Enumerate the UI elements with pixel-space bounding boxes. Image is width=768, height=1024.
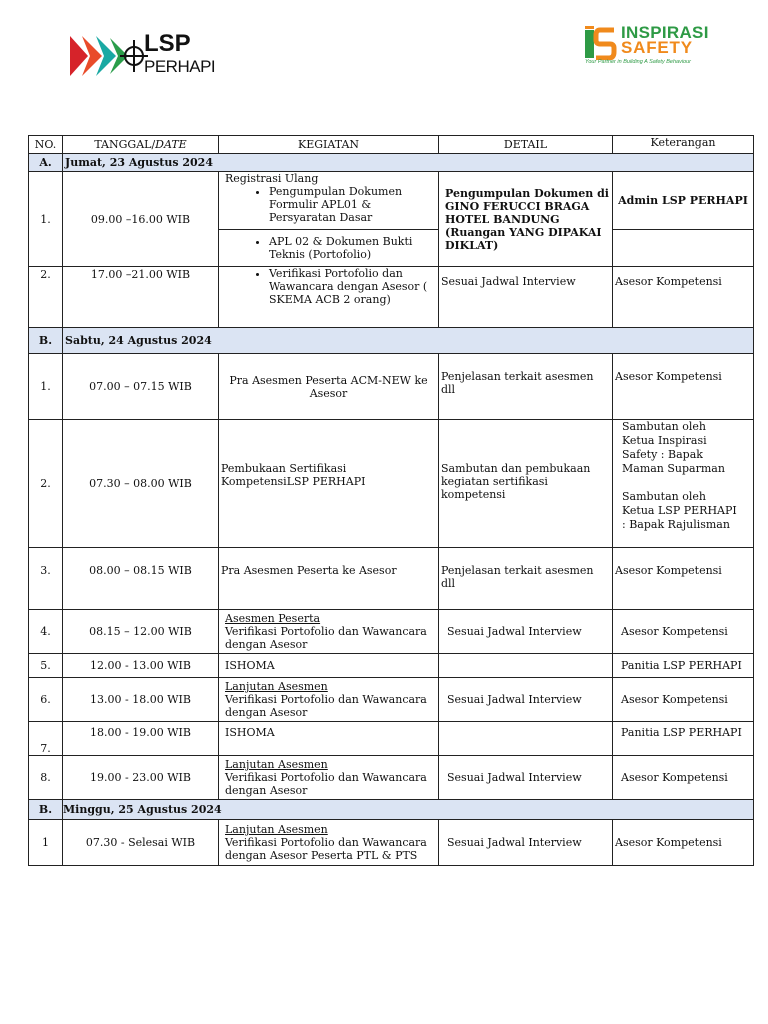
row-no: 1 <box>29 820 63 866</box>
kegiatan-title: Lanjutan Asesmen <box>225 680 328 693</box>
table-row <box>29 267 754 328</box>
table-row <box>29 172 754 230</box>
kegiatan-text: Verifikasi Portofolio dan Wawancara dengan Asesor <box>225 771 427 797</box>
row-no: 1. <box>29 354 63 420</box>
row-detail: Sesuai Jadwal Interview <box>439 610 613 654</box>
kegiatan-text: Verifikasi Portofolio dan Wawancara dengan Asesor Peserta PTL & PTS <box>225 836 427 862</box>
row-detail: Sambutan dan pembukaan kegiatan sertifikasi kompetensi <box>439 420 613 548</box>
section-label: B. <box>29 800 63 820</box>
row-kegiatan <box>219 820 439 866</box>
header-date-text: DATE <box>155 138 187 151</box>
row-kegiatan: Pra Asesmen Peserta ACM-NEW ke Asesor <box>219 354 439 420</box>
bullet-item: • Verifikasi Portofolio dan Wawancara dengan Asesor ( SKEMA ACB 2 orang) <box>269 267 436 306</box>
row-time: 17.00 –21.00 WIB <box>63 267 219 328</box>
inspirasi-logo-line2: SAFETY <box>621 38 693 57</box>
row-detail <box>439 654 613 678</box>
section-row-a <box>29 154 754 172</box>
row-kegiatan <box>219 610 439 654</box>
table-row <box>29 678 754 722</box>
row-detail: Penjelasan terkait asesmen dll <box>439 354 613 420</box>
row-no: 2. <box>29 420 63 548</box>
row-time: 18.00 - 19.00 WIB <box>63 722 219 756</box>
kegiatan-bullets <box>225 235 436 261</box>
header-kegiatan: KEGIATAN <box>219 136 439 154</box>
row-keterangan: Asesor Kompetensi <box>613 678 754 722</box>
kegiatan-title: Lanjutan Asesmen <box>225 823 328 836</box>
table-row <box>29 354 754 420</box>
row-keterangan-empty <box>613 230 754 267</box>
row-detail: Sesuai Jadwal Interview <box>439 756 613 800</box>
row-keterangan: Asesor Kompetensi <box>613 354 754 420</box>
row-time: 07.30 – 08.00 WIB <box>63 420 219 548</box>
row-no: 3. <box>29 548 63 610</box>
row-keterangan <box>613 420 754 548</box>
section-row-b <box>29 328 754 354</box>
keterangan-sambutan-2: Sambutan oleh Ketua LSP PERHAPI : Bapak Rajulisman <box>622 490 737 531</box>
row-no: 1. <box>29 172 63 267</box>
row-kegiatan <box>219 172 439 230</box>
table-row <box>29 756 754 800</box>
header-tanggal <box>63 136 219 154</box>
header-no: NO. <box>29 136 63 154</box>
row-time: 19.00 - 23.00 WIB <box>63 756 219 800</box>
row-keterangan: Asesor Kompetensi <box>613 820 754 866</box>
section-row-c <box>29 800 754 820</box>
kegiatan-bullets <box>225 185 436 224</box>
row-keterangan: Asesor Kompetensi <box>613 548 754 610</box>
row-keterangan: Admin LSP PERHAPI <box>613 172 754 230</box>
row-kegiatan: ISHOMA <box>219 722 439 756</box>
row-kegiatan: Pra Asesmen Peserta ke Asesor <box>219 548 439 610</box>
lsp-logo-line2: PERHAPI <box>144 57 216 76</box>
row-keterangan: Asesor Kompetensi <box>613 267 754 328</box>
table-row <box>29 548 754 610</box>
header-keterangan: Keterangan <box>613 136 754 154</box>
row-kegiatan <box>219 230 439 267</box>
row-time: 08.15 – 12.00 WIB <box>63 610 219 654</box>
row-time: 07.00 – 07.15 WIB <box>63 354 219 420</box>
row-keterangan: Asesor Kompetensi <box>613 756 754 800</box>
kegiatan-text: Verifikasi Portofolio dan Wawancara dengan Asesor <box>225 693 427 719</box>
inspirasi-logo-line1: INSPIRASI <box>621 23 709 42</box>
row-no: 6. <box>29 678 63 722</box>
table-row <box>29 820 754 866</box>
row-time: 13.00 - 18.00 WIB <box>63 678 219 722</box>
row-no: 7. <box>29 722 63 756</box>
inspirasi-badge-icon <box>584 26 620 60</box>
lsp-logo-line1: LSP <box>144 30 191 57</box>
inspirasi-safety-logo <box>584 24 734 70</box>
row-kegiatan <box>219 756 439 800</box>
row-keterangan: Panitia LSP PERHAPI <box>613 654 754 678</box>
row-no: 4. <box>29 610 63 654</box>
row-detail: Sesuai Jadwal Interview <box>439 267 613 328</box>
row-time: 12.00 - 13.00 WIB <box>63 654 219 678</box>
lsp-perhapi-logo <box>68 30 216 82</box>
kegiatan-title: Lanjutan Asesmen <box>225 758 328 771</box>
row-kegiatan <box>219 267 439 328</box>
row-keterangan: Asesor Kompetensi <box>613 610 754 654</box>
lsp-arrow-icon <box>68 30 148 82</box>
row-kegiatan: Pembukaan Sertifikasi KompetensiLSP PERHAPI <box>219 420 439 548</box>
row-kegiatan: ISHOMA <box>219 654 439 678</box>
keterangan-sambutan-1: Sambutan oleh Ketua Inspirasi Safety : Bapak Maman Suparman <box>622 420 725 475</box>
row-no: 2. <box>29 267 63 328</box>
row-detail: Sesuai Jadwal Interview <box>439 678 613 722</box>
row-time: 07.30 - Selesai WIB <box>63 820 219 866</box>
schedule-table <box>28 135 754 866</box>
row-no: 8. <box>29 756 63 800</box>
row-keterangan: Panitia LSP PERHAPI <box>613 722 754 756</box>
section-title: Minggu, 25 Agustus 2024 <box>63 800 754 820</box>
table-row <box>29 610 754 654</box>
section-label: B. <box>29 328 63 354</box>
table-row <box>29 654 754 678</box>
row-time: 09.00 –16.00 WIB <box>63 172 219 267</box>
section-title: Jumat, 23 Agustus 2024 <box>63 154 754 172</box>
header-tanggal-text: TANGGAL/ <box>94 138 156 151</box>
inspirasi-tagline: Your Partner in Building A Safety Behaviour <box>585 59 691 65</box>
row-detail <box>439 722 613 756</box>
table-row <box>29 420 754 548</box>
table-row <box>29 722 754 756</box>
kegiatan-text: Verifikasi Portofolio dan Wawancara dengan Asesor <box>225 625 427 651</box>
row-detail: Pengumpulan Dokumen di GINO FERUCCI BRAGA HOTEL BANDUNG (Ruangan YANG DIPAKAI DIKLAT) <box>439 172 613 267</box>
row-kegiatan <box>219 678 439 722</box>
row-detail: Penjelasan terkait asesmen dll <box>439 548 613 610</box>
bullet-item: • APL 02 & Dokumen Bukti Teknis (Portofolio) <box>269 235 436 261</box>
row-no: 5. <box>29 654 63 678</box>
section-label: A. <box>29 154 63 172</box>
section-title: Sabtu, 24 Agustus 2024 <box>63 328 754 354</box>
row-detail: Sesuai Jadwal Interview <box>439 820 613 866</box>
header-detail: DETAIL <box>439 136 613 154</box>
row-time: 08.00 – 08.15 WIB <box>63 548 219 610</box>
bullet-item: • Pengumpulan Dokumen Formulir APL01 & Persyaratan Dasar <box>269 185 436 224</box>
kegiatan-title: Asesmen Peserta <box>225 612 321 625</box>
table-header-row <box>29 136 754 154</box>
kegiatan-bullets <box>225 267 436 306</box>
kegiatan-intro: Registrasi Ulang <box>225 172 319 185</box>
